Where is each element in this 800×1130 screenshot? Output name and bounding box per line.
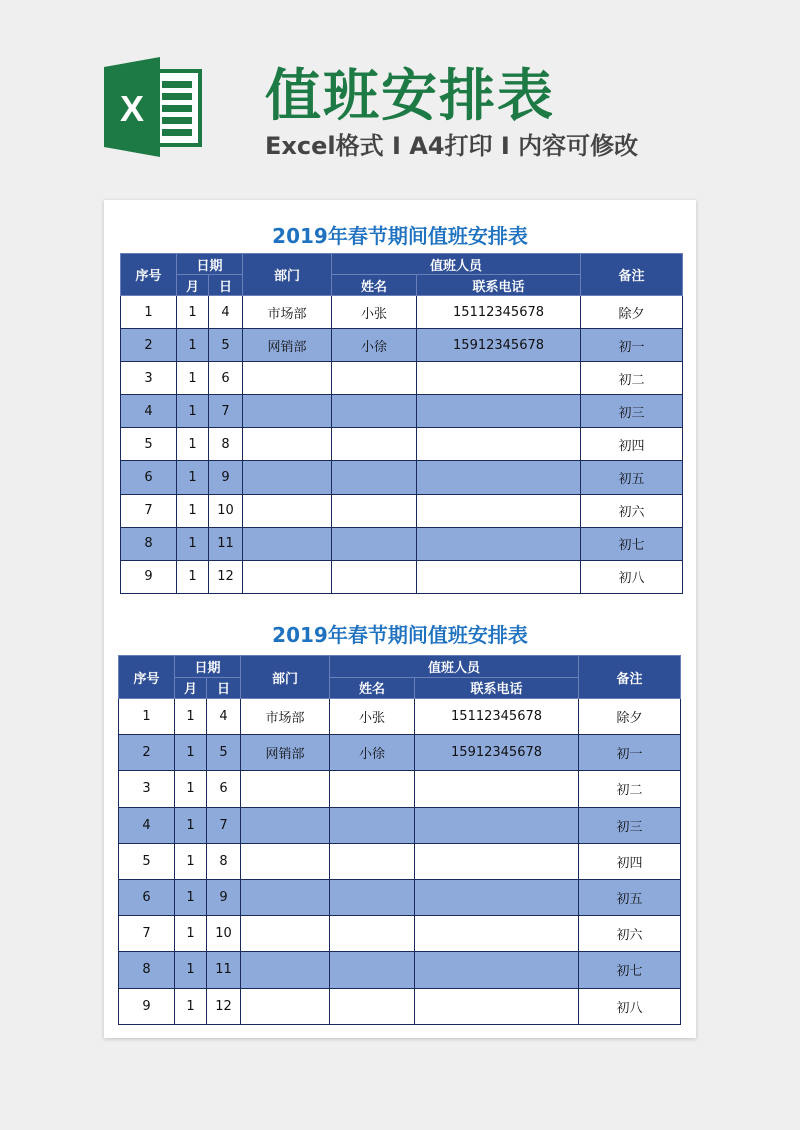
cell-seq[interactable]: 3 <box>119 771 175 807</box>
col-seq: 序号 <box>119 656 175 699</box>
cell-month[interactable]: 1 <box>175 699 207 735</box>
cell-day[interactable]: 7 <box>207 807 241 843</box>
table-row <box>119 771 681 807</box>
cell-note[interactable]: 初二 <box>581 362 683 395</box>
table-row <box>119 952 681 988</box>
cell-note[interactable]: 初三 <box>581 395 683 428</box>
table-row <box>121 428 683 461</box>
cell-month[interactable]: 1 <box>175 807 207 843</box>
cell-day[interactable]: 8 <box>209 428 243 461</box>
cell-month[interactable]: 1 <box>177 296 209 329</box>
col-name: 姓名 <box>330 677 415 699</box>
cell-seq[interactable]: 7 <box>121 494 177 527</box>
cell-seq[interactable]: 4 <box>119 807 175 843</box>
cell-month[interactable]: 1 <box>175 843 207 879</box>
table-row <box>119 807 681 843</box>
cell-dept[interactable] <box>243 461 332 494</box>
cell-note[interactable]: 初七 <box>579 952 681 988</box>
col-note: 备注 <box>579 656 681 699</box>
cell-month[interactable]: 1 <box>177 329 209 362</box>
cell-name[interactable]: 小张 <box>332 296 417 329</box>
page-title: 值班安排表 <box>265 64 555 129</box>
excel-logo-icon <box>104 57 204 157</box>
cell-name[interactable] <box>332 494 417 527</box>
table-row <box>121 329 683 362</box>
cell-month[interactable]: 1 <box>175 771 207 807</box>
cell-phone[interactable] <box>417 395 581 428</box>
table-row <box>121 560 683 593</box>
col-staff: 值班人员 <box>330 656 579 678</box>
cell-seq[interactable]: 2 <box>119 735 175 771</box>
cell-dept[interactable] <box>243 428 332 461</box>
cell-month[interactable]: 1 <box>175 879 207 915</box>
col-day: 日 <box>207 677 241 699</box>
cell-note[interactable]: 初四 <box>581 428 683 461</box>
cell-note[interactable]: 初一 <box>581 329 683 362</box>
cell-name[interactable] <box>330 879 415 915</box>
cell-day[interactable]: 5 <box>207 735 241 771</box>
cell-dept[interactable] <box>243 494 332 527</box>
cell-phone[interactable] <box>415 879 579 915</box>
cell-note[interactable]: 初三 <box>579 807 681 843</box>
cell-seq[interactable]: 3 <box>121 362 177 395</box>
table-row <box>121 362 683 395</box>
cell-phone[interactable] <box>415 988 579 1024</box>
document-card <box>104 200 696 1038</box>
cell-day[interactable]: 6 <box>207 771 241 807</box>
cell-seq[interactable]: 9 <box>121 560 177 593</box>
cell-dept[interactable] <box>243 362 332 395</box>
cell-month[interactable]: 1 <box>175 952 207 988</box>
cell-month[interactable]: 1 <box>177 461 209 494</box>
svg-text:X: X <box>119 88 145 129</box>
cell-note[interactable]: 初八 <box>579 988 681 1024</box>
cell-seq[interactable]: 8 <box>119 952 175 988</box>
cell-dept[interactable] <box>243 395 332 428</box>
cell-name[interactable]: 小徐 <box>332 329 417 362</box>
cell-day[interactable]: 10 <box>209 494 243 527</box>
cell-day[interactable]: 4 <box>209 296 243 329</box>
table-row <box>119 735 681 771</box>
cell-name[interactable] <box>332 560 417 593</box>
cell-month[interactable]: 1 <box>175 916 207 952</box>
table-row <box>119 843 681 879</box>
cell-name[interactable] <box>332 428 417 461</box>
cell-seq[interactable]: 6 <box>119 879 175 915</box>
col-dept: 部门 <box>243 254 332 296</box>
cell-month[interactable]: 1 <box>177 527 209 560</box>
table-row <box>121 461 683 494</box>
col-month: 月 <box>177 275 209 296</box>
col-dept: 部门 <box>241 656 330 699</box>
table-row <box>119 988 681 1024</box>
cell-month[interactable]: 1 <box>177 560 209 593</box>
cell-name[interactable] <box>330 771 415 807</box>
cell-day[interactable]: 11 <box>209 527 243 560</box>
cell-phone[interactable]: 15912345678 <box>415 735 579 771</box>
cell-dept[interactable] <box>241 952 330 988</box>
cell-phone[interactable]: 15112345678 <box>415 699 579 735</box>
table-row <box>119 916 681 952</box>
cell-seq[interactable]: 1 <box>119 699 175 735</box>
cell-name[interactable] <box>330 807 415 843</box>
cell-dept[interactable] <box>243 527 332 560</box>
cell-note[interactable]: 除夕 <box>581 296 683 329</box>
cell-name[interactable] <box>332 395 417 428</box>
cell-month[interactable]: 1 <box>175 735 207 771</box>
cell-phone[interactable] <box>417 461 581 494</box>
cell-day[interactable]: 12 <box>209 560 243 593</box>
cell-seq[interactable]: 5 <box>119 843 175 879</box>
cell-phone[interactable] <box>417 494 581 527</box>
cell-day[interactable]: 6 <box>209 362 243 395</box>
table-row <box>121 527 683 560</box>
cell-phone[interactable] <box>415 807 579 843</box>
cell-day[interactable]: 4 <box>207 699 241 735</box>
table-row <box>121 296 683 329</box>
cell-name[interactable] <box>330 916 415 952</box>
schedule-table <box>120 253 683 594</box>
cell-seq[interactable]: 1 <box>121 296 177 329</box>
cell-seq[interactable]: 8 <box>121 527 177 560</box>
col-date: 日期 <box>175 656 241 678</box>
cell-name[interactable]: 小张 <box>330 699 415 735</box>
cell-phone[interactable] <box>417 527 581 560</box>
col-staff: 值班人员 <box>332 254 581 275</box>
cell-dept[interactable] <box>241 807 330 843</box>
cell-phone[interactable] <box>415 952 579 988</box>
cell-day[interactable]: 11 <box>207 952 241 988</box>
col-note: 备注 <box>581 254 683 296</box>
col-phone: 联系电话 <box>417 275 581 296</box>
cell-dept[interactable] <box>241 771 330 807</box>
cell-seq[interactable]: 4 <box>121 395 177 428</box>
cell-note[interactable]: 初六 <box>581 494 683 527</box>
cell-dept[interactable]: 市场部 <box>243 296 332 329</box>
cell-note[interactable]: 初四 <box>579 843 681 879</box>
cell-seq[interactable]: 5 <box>121 428 177 461</box>
cell-note[interactable]: 除夕 <box>579 699 681 735</box>
cell-name[interactable] <box>332 362 417 395</box>
col-phone: 联系电话 <box>415 677 579 699</box>
col-name: 姓名 <box>332 275 417 296</box>
cell-day[interactable]: 9 <box>209 461 243 494</box>
cell-note[interactable]: 初二 <box>579 771 681 807</box>
cell-note[interactable]: 初八 <box>581 560 683 593</box>
cell-name[interactable] <box>332 527 417 560</box>
page-subtitle: Excel格式 I A4打印 I 内容可修改 <box>265 132 639 160</box>
cell-name[interactable] <box>330 988 415 1024</box>
cell-day[interactable]: 8 <box>207 843 241 879</box>
cell-seq[interactable]: 9 <box>119 988 175 1024</box>
cell-month[interactable]: 1 <box>177 494 209 527</box>
cell-seq[interactable]: 7 <box>119 916 175 952</box>
table-row <box>119 699 681 735</box>
cell-day[interactable]: 10 <box>207 916 241 952</box>
table-row <box>121 395 683 428</box>
table-row <box>121 494 683 527</box>
cell-day[interactable]: 7 <box>209 395 243 428</box>
cell-day[interactable]: 9 <box>207 879 241 915</box>
cell-note[interactable]: 初六 <box>579 916 681 952</box>
cell-phone[interactable]: 15912345678 <box>417 329 581 362</box>
cell-dept[interactable]: 网销部 <box>241 735 330 771</box>
cell-note[interactable]: 初五 <box>581 461 683 494</box>
sheet-title: 2019年春节期间值班安排表 <box>272 224 528 248</box>
cell-dept[interactable] <box>243 560 332 593</box>
col-month: 月 <box>175 677 207 699</box>
cell-phone[interactable] <box>415 916 579 952</box>
cell-phone[interactable] <box>417 428 581 461</box>
cell-phone[interactable] <box>417 560 581 593</box>
cell-phone[interactable] <box>415 843 579 879</box>
cell-month[interactable]: 1 <box>177 362 209 395</box>
cell-note[interactable]: 初七 <box>581 527 683 560</box>
cell-dept[interactable] <box>241 988 330 1024</box>
cell-month[interactable]: 1 <box>175 988 207 1024</box>
cell-phone[interactable]: 15112345678 <box>417 296 581 329</box>
cell-note[interactable]: 初五 <box>579 879 681 915</box>
cell-dept[interactable] <box>241 879 330 915</box>
cell-dept[interactable] <box>241 843 330 879</box>
cell-phone[interactable] <box>417 362 581 395</box>
schedule-table <box>118 655 681 1025</box>
table-row <box>119 879 681 915</box>
cell-phone[interactable] <box>415 771 579 807</box>
cell-day[interactable]: 5 <box>209 329 243 362</box>
cell-seq[interactable]: 6 <box>121 461 177 494</box>
cell-name[interactable] <box>330 843 415 879</box>
col-date: 日期 <box>177 254 243 275</box>
cell-month[interactable]: 1 <box>177 395 209 428</box>
cell-day[interactable]: 12 <box>207 988 241 1024</box>
cell-dept[interactable]: 网销部 <box>243 329 332 362</box>
cell-dept[interactable] <box>241 916 330 952</box>
cell-name[interactable]: 小徐 <box>330 735 415 771</box>
cell-seq[interactable]: 2 <box>121 329 177 362</box>
cell-note[interactable]: 初一 <box>579 735 681 771</box>
col-seq: 序号 <box>121 254 177 296</box>
col-day: 日 <box>209 275 243 296</box>
cell-month[interactable]: 1 <box>177 428 209 461</box>
cell-name[interactable] <box>330 952 415 988</box>
cell-dept[interactable]: 市场部 <box>241 699 330 735</box>
sheet-title: 2019年春节期间值班安排表 <box>272 623 528 647</box>
cell-name[interactable] <box>332 461 417 494</box>
